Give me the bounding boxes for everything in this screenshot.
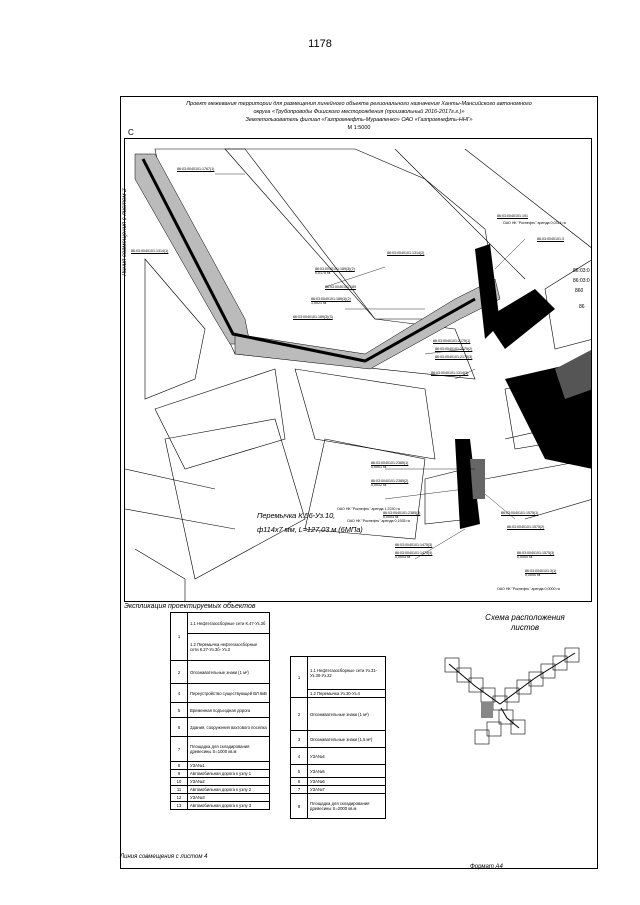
- table-row: [171, 703, 270, 718]
- parcel-label: 86:03:0040101:189(3)(2) 0,0175 га: [315, 267, 355, 275]
- row-text: УЗА№3: [188, 794, 270, 802]
- parcel-label: 86:03:0040101:1575(3) 0,0000 га: [517, 551, 555, 559]
- row-number: 12: [171, 794, 188, 802]
- table-row: [171, 762, 270, 770]
- table-row: [171, 786, 270, 794]
- table-row: [291, 748, 386, 765]
- scale-label: М 1:5000: [347, 125, 371, 131]
- row-number: 9: [171, 770, 188, 778]
- row-text: УЗА№1: [188, 762, 270, 770]
- row-number: 6: [291, 778, 308, 786]
- row-number: 8: [291, 794, 308, 819]
- row-number: 1: [291, 657, 308, 698]
- row-text: Автомобильная дорога к узлу 1: [188, 770, 270, 778]
- row-number: 4: [291, 748, 308, 765]
- row-text: Временная подъездная дорога: [188, 703, 270, 718]
- row-text: Автомобильная дорога к узлу 2: [188, 786, 270, 794]
- row-text: Переустройство существующей ВЛ 6кВ: [188, 684, 270, 703]
- row-text: Опознавательные знаки (1 м²): [308, 698, 386, 731]
- table-row: [171, 613, 270, 634]
- table-row: [291, 778, 386, 786]
- table-row: [171, 778, 270, 786]
- row-number: 6: [171, 718, 188, 737]
- table-row: [171, 684, 270, 703]
- side-combination-label: Линия совмещения с листом 2: [122, 188, 128, 276]
- lessee-label: ОАО НК "Роснефть" аренда 0,0314 га: [503, 221, 566, 225]
- format-label: Формат А4: [470, 864, 503, 870]
- parcel-label: 86:03:0040101:189(3)(3): [293, 315, 333, 319]
- header-line-3: Землепользователь филиал «Газпромнефть-Муравленко» ОАО «Газпромнефть-ННГ»: [245, 117, 473, 123]
- parcel-label: 86:03:0040101:189: [325, 285, 356, 289]
- row-text: Опознавательные знаки (1 м²): [188, 661, 270, 684]
- row-number: 8: [171, 762, 188, 770]
- pipe-label-line-2: ф114х7 мм, L=127,03 м (6МПа): [257, 525, 363, 534]
- row-number: 2: [171, 661, 188, 684]
- parcel-label: 86:03:0040101:1314(3): [431, 371, 469, 375]
- parcel-label: 86:03:0040101:1314(2): [387, 251, 425, 255]
- row-number: 5: [171, 703, 188, 718]
- row-text: 1.1 Нефтегазосборные сети Уз.31-Уз.30-Уз.22: [308, 657, 386, 690]
- parcel-label: 86:03:0040101:2385(1) 0,0001 га: [371, 461, 409, 469]
- table-row: [291, 794, 386, 819]
- pipe-label-line-1: Перемычка К.56-Уз.10,: [257, 511, 336, 520]
- table-row: [171, 794, 270, 802]
- scheme-current-sheet: [481, 702, 493, 718]
- row-text: УЗА№7: [308, 786, 386, 794]
- parcel-label: 86:03:0040101:2385(2) 0,0012 га: [371, 479, 409, 487]
- parcel-label: 86:03:0040101:2175(2): [435, 347, 473, 351]
- row-text: Здания, сооружения вахтового поселка: [188, 718, 270, 737]
- edge-label: 86:03:0: [573, 278, 590, 284]
- page-number: 1178: [308, 38, 332, 50]
- table-row: [171, 718, 270, 737]
- edge-label: 86: [579, 304, 585, 310]
- pipeline-corridor: [135, 154, 592, 529]
- parcel-label: 86:03:0040101:3: [537, 237, 564, 241]
- parcel-label: 86:03:0040101:189(3)(2) 1,0021 га: [311, 297, 351, 305]
- map-area: [124, 138, 592, 602]
- table-row: [291, 698, 386, 731]
- parcel-label: 86:03:0040101:191: [497, 214, 528, 218]
- row-number: 2: [291, 698, 308, 731]
- table-row: [171, 802, 270, 810]
- sheet-layout-scheme: [435, 638, 585, 748]
- row-number: 11: [171, 786, 188, 794]
- row-text: УЗА№6: [308, 778, 386, 786]
- row-text: Площадка для складирования древесины S=1000 кв.м: [188, 737, 270, 762]
- explication-title: Экспликация проектируемых объектов: [124, 603, 256, 610]
- parcel-label: 86:03:0040101:1767(1): [177, 167, 215, 171]
- scheme-title-line-1: Схема расположения: [485, 613, 565, 622]
- row-number: 5: [291, 765, 308, 778]
- row-text: 1.1 Нефтегазосборные сети К.47-Уз.3б: [188, 613, 270, 634]
- drawing-header: [120, 100, 598, 132]
- header-line-1: Проект межевания территории для размещения линейного объекта регионального назначения Ханты-Мансийского автономного: [186, 101, 532, 107]
- row-text: 1.2 Перемычка нефтегазосборные сети К.27-Уз.3б- Уз.3: [188, 634, 270, 661]
- sheet-scheme-title: [470, 613, 580, 633]
- parcel-label: 86:03:0040101:1575(2): [507, 525, 545, 529]
- parcel-label: 86:03:0040101:3(1) 0,0000 га: [525, 569, 557, 577]
- row-text: УЗА№2: [188, 778, 270, 786]
- combination-line-label: Линия совмещения с листом 4: [120, 854, 208, 860]
- row-text: Автомобильная дорога к узлу 3: [188, 802, 270, 810]
- parcel-label: 86:03:0040101:2175(1): [433, 339, 471, 343]
- row-number: 4: [171, 684, 188, 703]
- lessee-label: ОАО НК "Роснефть" аренда 0,0000 га: [497, 587, 560, 591]
- table-row: [171, 770, 270, 778]
- row-text: Опознавательные знаки (1,5 м²): [308, 731, 386, 748]
- header-line-2: округа «Трубопроводы Фишского месторождения (произвольный 2016-2017г.г.)»: [253, 109, 465, 115]
- parcel-label: 86:03:0040101:1475(3): [395, 543, 433, 547]
- lessee-label: ОАО НК "Роснефть" аренда 0,1935 га: [347, 519, 410, 523]
- row-number: 7: [291, 786, 308, 794]
- parcel-label: 86:03:0040101:2385(3) 0,0003 га: [383, 511, 421, 519]
- row-text: Площадка для складирования древесины S=2000 кв.м: [308, 794, 386, 819]
- parcel-label: 86:03:0040101:1475(4) 0,0003 га: [395, 551, 433, 559]
- corner-letter: С: [128, 128, 134, 137]
- table-row: [171, 737, 270, 762]
- table-row: [291, 731, 386, 748]
- explication-table-right: [290, 656, 386, 819]
- scheme-title-line-2: листов: [510, 623, 540, 632]
- row-number: 7: [171, 737, 188, 762]
- parcel-label: 86:03:0040101:1575(1): [501, 511, 539, 515]
- row-number: 3: [291, 731, 308, 748]
- table-row: [291, 657, 386, 690]
- row-text: УЗА№5: [308, 765, 386, 778]
- row-number: 13: [171, 802, 188, 810]
- row-number: 10: [171, 778, 188, 786]
- row-text: 1.2 Перемычка Уз.30-Уз.4: [308, 690, 386, 698]
- edge-label: 860: [575, 288, 584, 294]
- table-row: [291, 786, 386, 794]
- edge-label: 86:03:0: [573, 268, 590, 274]
- row-number: 1: [171, 613, 188, 661]
- table-row: [171, 661, 270, 684]
- parcel-label: 86:03:0040101:2175(3): [435, 355, 473, 359]
- table-row: [291, 765, 386, 778]
- parcel-label: 86:03:0040101:1314(1): [131, 249, 169, 253]
- lessee-label: ОАО НК "Роснефть" аренда 1,2230 га: [337, 507, 400, 511]
- row-text: УЗА№4: [308, 748, 386, 765]
- explication-table-left: [170, 612, 270, 810]
